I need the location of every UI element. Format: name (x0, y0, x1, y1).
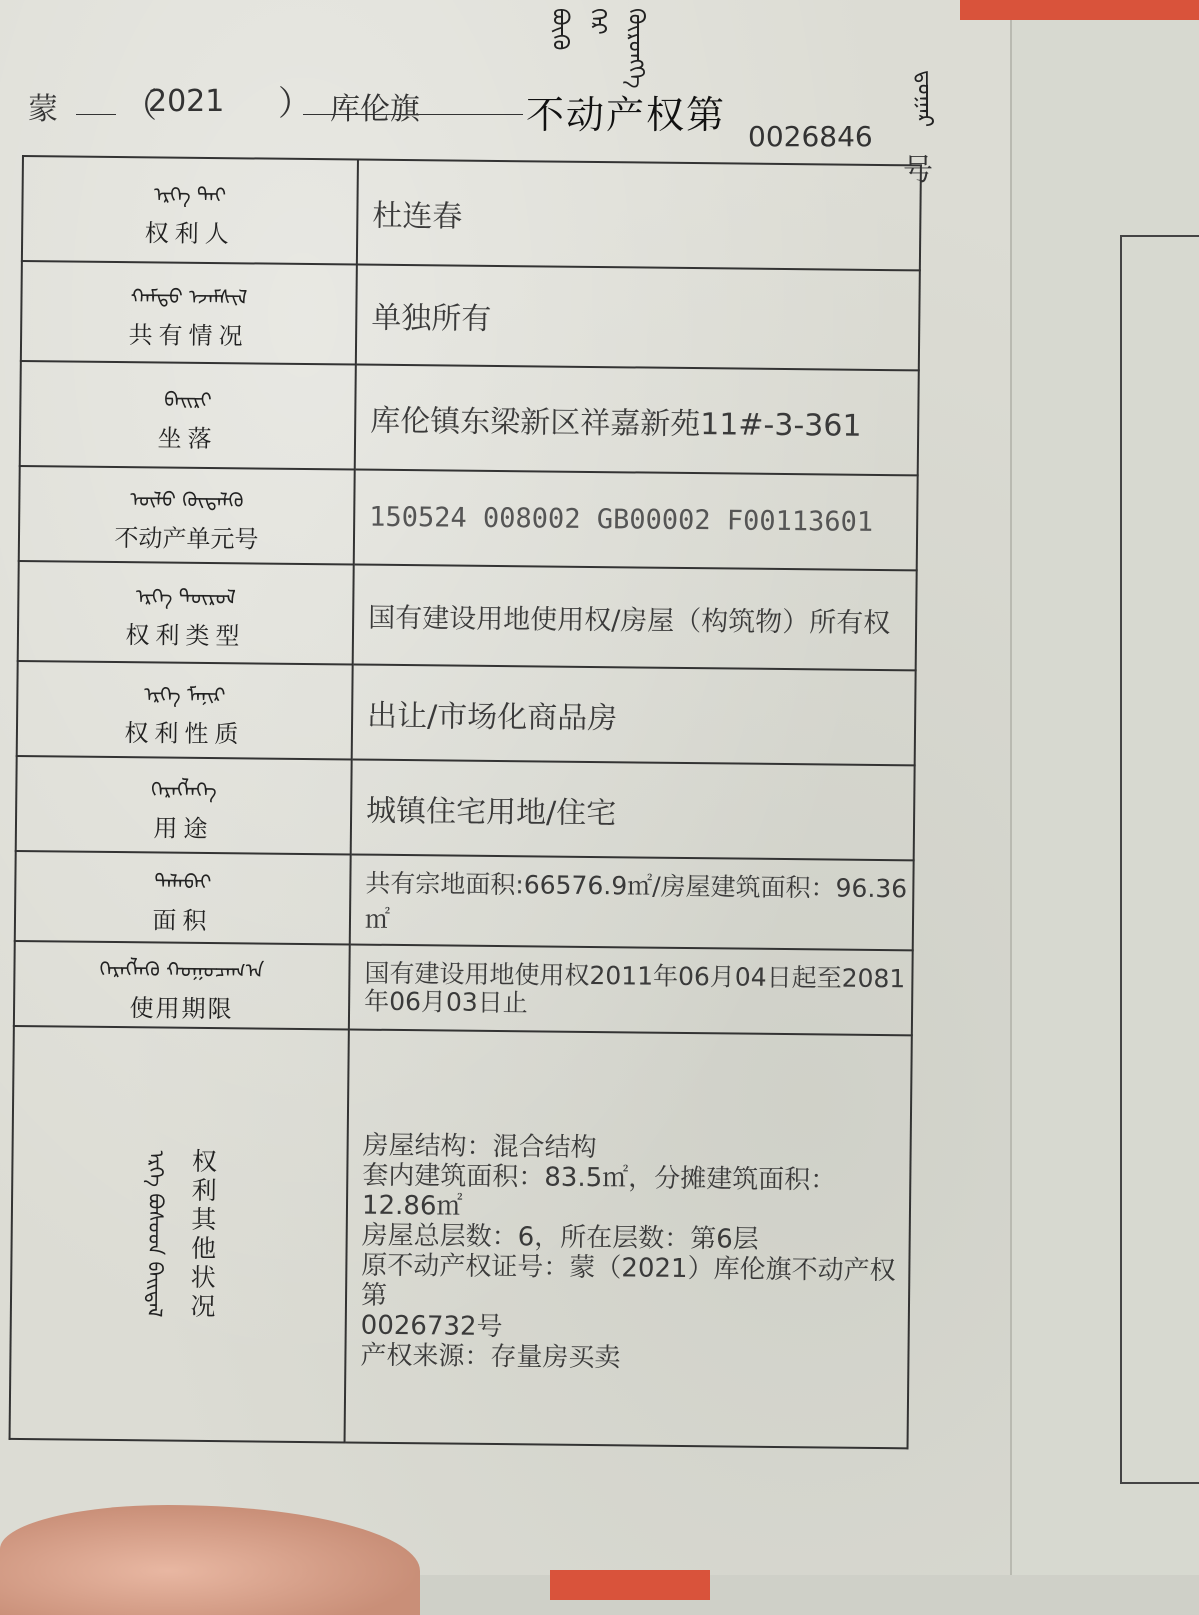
province-abbrev: 蒙 (28, 92, 58, 127)
row-use (16, 756, 915, 860)
label-other (10, 1026, 349, 1442)
value-other (345, 1029, 912, 1448)
row-other (10, 1026, 912, 1448)
row-term (14, 941, 913, 1035)
row-nature (17, 661, 916, 765)
value-share: 单独所有 (356, 265, 920, 371)
label-use: ᠬᠡᠷᠡᠭᠯᠡᠭᠡ 用途 (16, 756, 352, 855)
row-type (18, 561, 917, 670)
row-share (21, 261, 920, 370)
row-unit (19, 466, 918, 570)
label-nature: ᠡᠷᠬᠡ ᠮᠠᠨᠢᠷ 权利性质 (17, 661, 353, 760)
underline (76, 114, 116, 115)
label-other-text: 权利其他状况 (186, 1147, 218, 1322)
certificate-header (28, 70, 968, 188)
mongolian-header-script: ᠪᠦᠬᠦ ᠭᠡᠷ ᠬᠥᠷᠦᠩᠭᠡ (547, 8, 648, 89)
value-area: 共有宗地面积:66576.9㎡/房屋建筑面积：96.36㎡ (350, 854, 914, 950)
label-location: ᠪᠠᠢᠷᠢ 坐落 (20, 361, 356, 470)
certificate-number: 0026846 (748, 120, 873, 153)
row-location (20, 361, 919, 475)
row-owner (22, 156, 921, 270)
red-cover-edge (960, 0, 1199, 20)
mongolian-suffix-script: ᠳ᠋ᠤᠭᠠᠷ (912, 70, 937, 128)
label-unit: ᠦᠯᠦ ᠬᠥᠳᠡᠯᠬᠦ 不动产单元号 (19, 466, 355, 565)
certificate-title: 不动产权第 (526, 93, 727, 137)
other-line: 房屋总层数：6，所在层数：第6层 (361, 1220, 759, 1255)
row-area (15, 851, 914, 950)
label-share: ᠬᠠᠮᠲᠤ ᠡᠵᠡᠮᠰᠢᠯ 共有情况 (21, 261, 357, 365)
other-line: 原不动产权证号：蒙（2021）库伦旗不动产权第 (360, 1250, 896, 1311)
value-owner: 杜连春 (357, 160, 921, 271)
facing-page-frame (1120, 235, 1199, 1484)
value-type: 国有建设用地使用权/房屋（构筑物）所有权 (353, 564, 917, 670)
other-line: 0026732号 (360, 1310, 503, 1343)
red-cover-edge-bottom-2 (550, 1570, 710, 1600)
other-line: 产权来源：存量房买卖 (360, 1340, 621, 1374)
right-paren: ） (278, 84, 312, 124)
label-type: ᠡᠷᠬᠡ ᠲᠥᠷᠥᠯ 权利类型 (18, 561, 354, 665)
label-term: ᠬᠡᠷᠡᠭᠯᠡᠬᠦ ᠬᠤᠭᠤᠴᠠᠭ᠎ᠠ 使用期限 (14, 941, 350, 1030)
label-owner: ᠡᠷᠬᠡ ᠲᠡᠢ 权利人 (22, 156, 358, 265)
certificate-year: 2021 (148, 84, 225, 119)
label-area: ᠲᠠᠯᠠᠪᠠᠢ 面积 (15, 851, 351, 945)
other-line: 套内建筑面积：83.5㎡，分摊建筑面积：12.86㎡ (361, 1160, 837, 1222)
left-paren: （ (123, 86, 157, 126)
value-term: 国有建设用地使用权2011年06月04日起至2081年06月03日止 (349, 944, 913, 1035)
value-nature: 出让/市场化商品房 (352, 664, 916, 765)
value-location: 库伦镇东梁新区祥嘉新苑11#-3-361 (355, 365, 919, 476)
value-use: 城镇住宅用地/住宅 (351, 759, 915, 860)
number-suffix: 号 (903, 153, 933, 188)
other-line: 房屋结构：混合结构 (362, 1130, 597, 1164)
county-name: 库伦旗 (330, 92, 420, 127)
certificate-table (9, 155, 922, 1449)
label-other-script: ᠡᠷᠬᠡ ᠪᠤᠰᠤᠳ ᠪᠠᠢᠳᠠᠯ (142, 1150, 169, 1318)
value-unit: 150524 008002 GB00002 F00113601 (354, 470, 918, 571)
